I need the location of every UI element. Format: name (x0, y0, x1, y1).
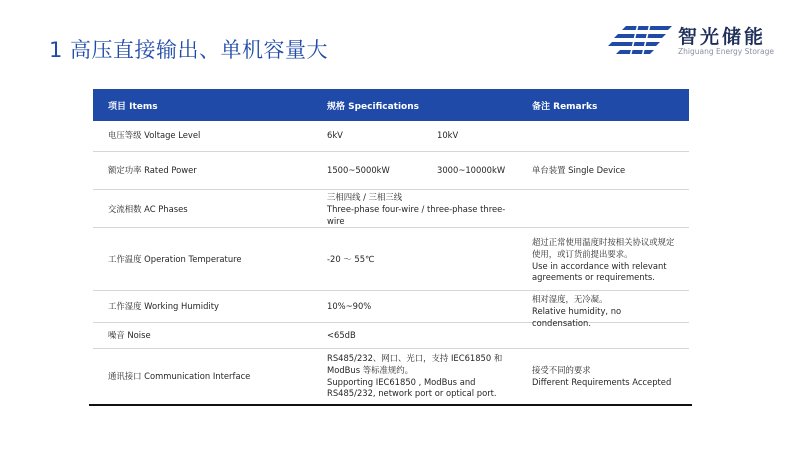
remark-cell: 超过正常使用温度时按相关协议或规定使用，或订货前提出要求。 Use in accordance with relevant agreements or requirements. (532, 237, 675, 283)
spec-cell: 10kV (437, 130, 459, 140)
table-row (93, 291, 689, 328)
item-cell: 噪音 Noise (108, 330, 151, 340)
item-cell: 通讯接口 Communication Interface (108, 371, 251, 381)
table-row (93, 323, 689, 349)
header-remarks: 备注 Remarks (532, 102, 598, 112)
remark-cell: 接受不同的要求 Different Requirements Accepted (532, 365, 672, 387)
logo-chinese-name: 智光储能 (678, 26, 767, 48)
table-row (93, 228, 689, 291)
spec-cell: -20 ～ 55℃ (327, 254, 375, 264)
item-cell: 交流相数 AC Phases (108, 204, 188, 214)
page-title: 1 高压直接输出、单机容量大 (49, 38, 329, 62)
table-row (93, 152, 689, 190)
spec-cell: 1500~5000kW (327, 165, 390, 175)
item-cell: 工作温度 Operation Temperature (108, 254, 242, 264)
spec-table (93, 89, 689, 405)
remark-cell: 单台装置 Single Device (532, 165, 626, 175)
remark-cell: 相对湿度，无冷凝。 Relative humidity, no condensation. (532, 294, 622, 328)
spec-cell: RS485/232、网口、光口，支持 IEC61850 和 ModBus 等标准规约。 Supporting IEC61850 , ModBus and RS485/232, network port or optical port. (327, 353, 503, 399)
header-specifications: 规格 Specifications (327, 102, 419, 112)
spec-cell: 三相四线 / 三相三线 Three-phase four-wire / three-phase three-wire (327, 192, 506, 226)
spec-cell: 3000~10000kW (437, 165, 506, 175)
table-row (93, 190, 689, 228)
table-row (93, 121, 689, 152)
header-items: 项目 Items (108, 102, 158, 112)
item-cell: 电压等级 Voltage Level (108, 130, 201, 140)
spec-cell: 6kV (327, 130, 343, 140)
spec-cell: 10%~90% (327, 301, 372, 311)
table-row (93, 349, 689, 405)
table-bottom-rule (89, 404, 692, 406)
logo-mark-icon (608, 24, 674, 58)
spec-cell: <65dB (327, 330, 356, 340)
company-logo (608, 22, 783, 60)
item-cell: 工作湿度 Working Humidity (108, 301, 219, 311)
table-header-row (93, 89, 689, 121)
logo-english-name: Zhiguang Energy Storage (678, 47, 774, 56)
item-cell: 额定功率 Rated Power (108, 165, 197, 175)
